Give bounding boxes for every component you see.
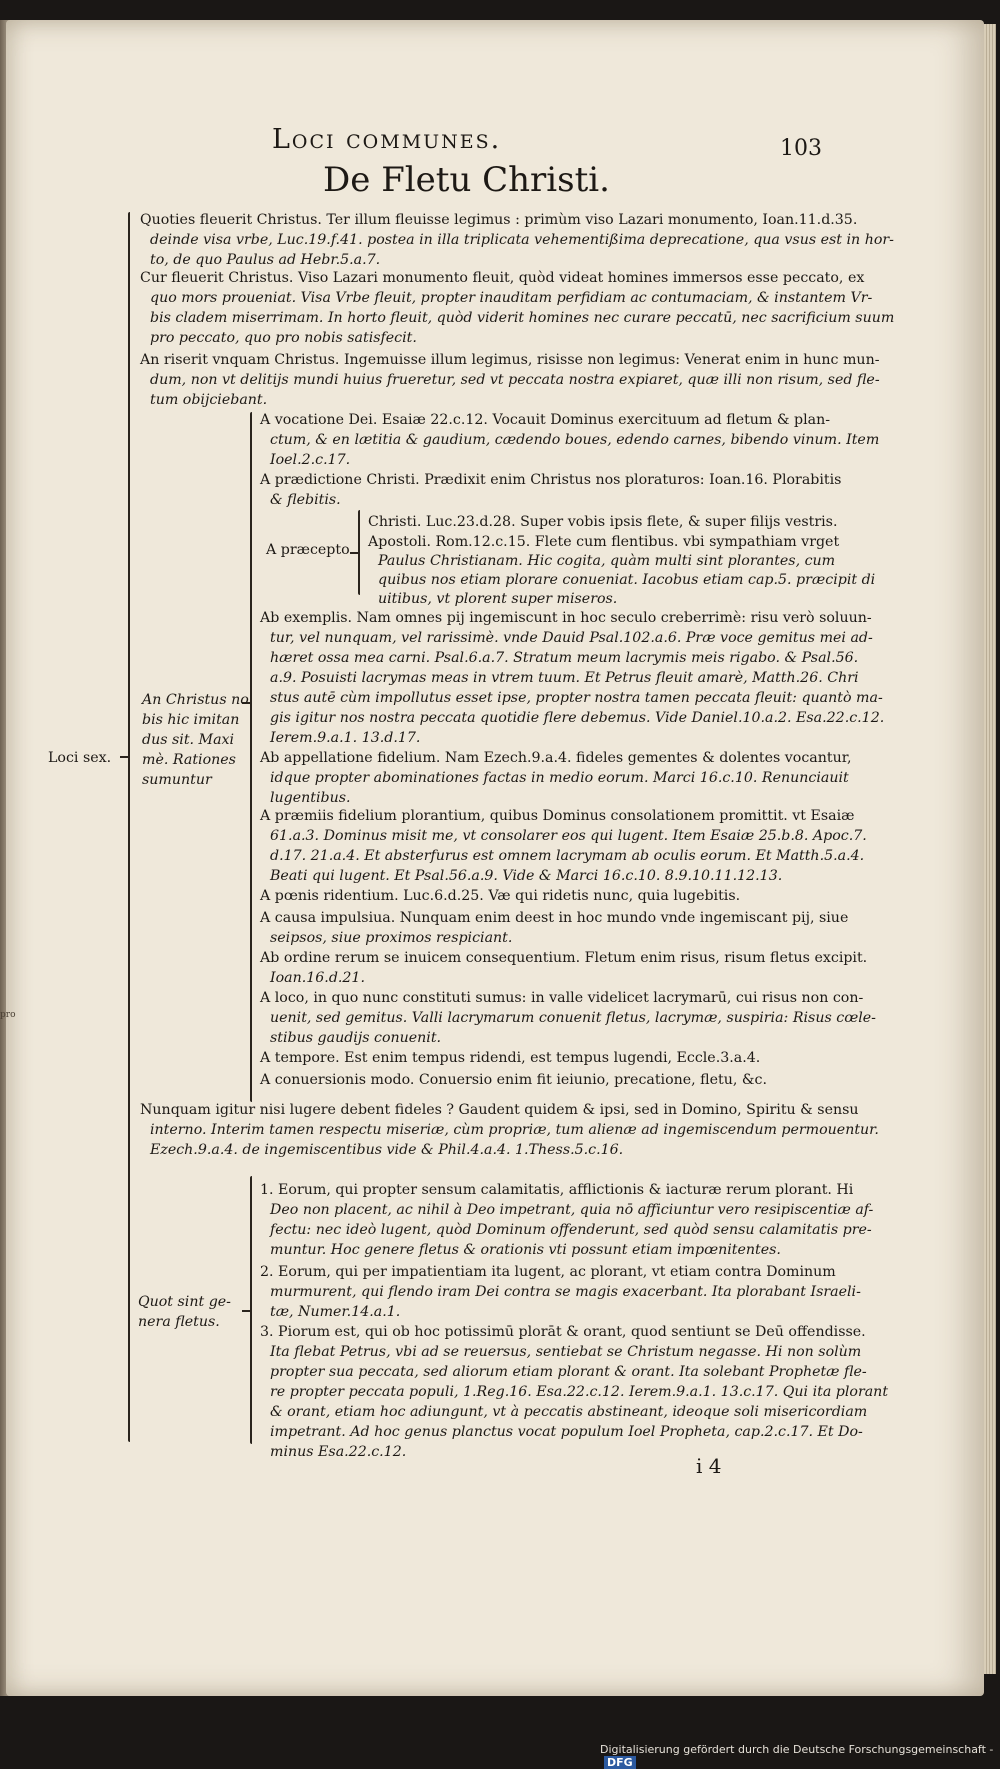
text-line: bis cladem miserrimam. In horto fleuit, quòd viderit homines nec curare peccatū, nec sacrificium suum [150, 310, 895, 326]
text-line: 61.a.3. Dominus misit me, vt consolarer eos qui lugent. Item Esaiæ 25.b.8. Apoc.7. [270, 828, 867, 844]
text-line: Cur fleuerit Christus. Viso Lazari monumento fleuit, quòd videat homines immersos esse peccato, ex [140, 270, 865, 286]
label-line: nera fletus. [138, 1314, 220, 1330]
label-line: sumuntur [142, 772, 212, 788]
text-line: An riserit vnquam Christus. Ingemuisse illum legimus, risisse non legimus: Venerat enim in hunc mun- [140, 352, 880, 368]
page-number: 103 [780, 136, 822, 161]
text-line: uitibus, vt plorent super miseros. [378, 591, 618, 607]
text-line: Apostoli. Rom.12.c.15. Flete cum flentibus. vbi sympathiam vrget [368, 534, 840, 550]
text-line: fectu: nec ideò lugent, quòd Dominum offenderunt, sed quòd sensu calamitatis pre- [270, 1222, 872, 1238]
label-line: An Christus no [142, 692, 249, 708]
text-line: impetrant. Ad hoc genus planctus vocat populum Ioel Propheta, cap.2.c.17. Et Do- [270, 1424, 863, 1440]
label-line: mè. Rationes [142, 752, 236, 768]
text-line: re propter peccata populi, 1.Reg.16. Esa.22.c.12. Ierem.9.a.1. 13.c.17. Qui ita plorant [270, 1384, 889, 1400]
text-line: A præmiis fidelium plorantium, quibus Dominus consolationem promittit. vt Esaiæ [260, 808, 855, 824]
page-edges [984, 24, 996, 1674]
precept-brace-point [350, 552, 358, 554]
text-line: hæret ossa mea carni. Psal.6.a.7. Stratum meum lacrymis meis rigabo. & Psal.56. [270, 650, 859, 666]
text-line: 2. Eorum, qui per impatientiam ita lugent, ac plorant, vt etiam contra Dominum [260, 1264, 836, 1280]
text-line: lugentibus. [270, 790, 351, 806]
precept-label: A præcepto [266, 542, 350, 558]
text-line: quibus nos etiam plorare conueniat. Iacobus etiam cap.5. præcipit di [378, 572, 876, 588]
margin-label-loci-sex: Loci sex. [48, 750, 112, 766]
text-line: Nunquam igitur nisi lugere debent fideles ? Gaudent quidem & ipsi, sed in Domino, Spiritu & sensu [140, 1102, 859, 1118]
text-line: tur, vel nunquam, vel rarissimè. vnde Dauid Psal.102.a.6. Præ voce gemitus mei ad- [270, 630, 873, 646]
catchword-signature: i 4 [696, 1454, 722, 1478]
reasons-brace [250, 412, 252, 1102]
text-line: 1. Eorum, qui propter sensum calamitatis, afflictionis & iacturæ rerum plorant. Hi [260, 1182, 854, 1198]
text-line: ctum, & en lætitia & gaudium, cædendo boues, edendo carnes, bibendo vinum. Item [270, 432, 880, 448]
text-line: Ioel.2.c.17. [270, 452, 351, 468]
text-line: Ita flebat Petrus, vbi ad se reuersus, sentiebat se Christum negasse. Hi non solùm [270, 1344, 862, 1360]
text-line: Ab ordine rerum se inuicem consequentium. Fletum enim risus, risum fletus excipit. [260, 950, 868, 966]
text-line: idque propter abominationes factas in medio eorum. Marci 16.c.10. Renunciauit [270, 770, 849, 786]
text-line: to, de quo Paulus ad Hebr.5.a.7. [150, 252, 381, 268]
text-line: A conuersionis modo. Conuersio enim fit ieiunio, precatione, fletu, &c. [260, 1072, 767, 1088]
text-line: muntur. Hoc genere fletus & orationis vti possunt etiam impœnitentes. [270, 1242, 781, 1258]
text-line: murmurent, qui flendo iram Dei contra se magis exacerbant. Ita plorabant Israeli- [270, 1284, 861, 1300]
text-line: Ab exemplis. Nam omnes pij ingemiscunt in hoc seculo creberrimè: risu verò soluun- [260, 610, 872, 626]
running-head: Loci communes. [272, 124, 502, 155]
text-line: & flebitis. [270, 492, 341, 508]
genera-brace-point [242, 1310, 250, 1312]
text-line: A vocatione Dei. Esaiæ 22.c.12. Vocauit Dominus exercituum ad fletum & plan- [260, 412, 831, 428]
text-line: Ab appellatione fidelium. Nam Ezech.9.a.4. fideles gementes & dolentes vocantur, [260, 750, 852, 766]
text-line: Deo non placent, ac nihil à Deo impetrant, quia nō afficiuntur vero resipiscentiæ af- [270, 1202, 874, 1218]
text-line: & orant, etiam hoc adiungunt, vt à peccatis abstineant, ideoque soli misericordiam [270, 1404, 868, 1420]
text-line: Beati qui lugent. Et Psal.56.a.9. Vide & Marci 16.c.10. 8.9.10.11.12.13. [270, 868, 783, 884]
label-line: Quot sint ge- [138, 1294, 231, 1310]
label-line: bis hic imitan [142, 712, 240, 728]
text-line: dum, non vt delitijs mundi huius frueretur, sed vt peccata nostra expiaret, quæ illi non risum, sed fle- [150, 372, 880, 388]
text-line: uenit, sed gemitus. Valli lacrymarum conuenit fletus, lacrymæ, suspiria: Risus cœle- [270, 1010, 876, 1026]
text-line: minus Esa.22.c.12. [270, 1444, 407, 1460]
text-line: stus autē cùm impollutus esset ipse, propter nostra tamen peccata fleuit: quantò ma- [270, 690, 883, 706]
dfg-logo: DFG [604, 1756, 636, 1769]
label-line: dus sit. Maxi [142, 732, 235, 748]
text-line: A tempore. Est enim tempus ridendi, est tempus lugendi, Eccle.3.a.4. [260, 1050, 761, 1066]
text-line: tum obijciebant. [150, 392, 268, 408]
text-line: interno. Interim tamen respectu miseriæ, cùm propriæ, tum alienæ ad ingemiscendum permouentur. [150, 1122, 879, 1138]
text-line: Quoties fleuerit Christus. Ter illum fleuisse legimus : primùm viso Lazari monumento, Ioan.11.d.35. [140, 212, 858, 228]
text-line: A loco, in quo nunc constituti sumus: in valle videlicet lacrymarū, cui risus non con- [260, 990, 864, 1006]
text-line: A prædictione Christi. Prædixit enim Christus nos ploraturos: Ioan.16. Plorabitis [260, 472, 842, 488]
text-line: tæ, Numer.14.a.1. [270, 1304, 401, 1320]
text-line: A pœnis ridentium. Luc.6.d.25. Væ qui ridetis nunc, quia lugebitis. [260, 888, 741, 904]
text-line: 3. Piorum est, qui ob hoc potissimū plorāt & orant, quod sentiunt se Deū offendisse. [260, 1324, 866, 1340]
footer-text: Digitalisierung gefördert durch die Deutsche Forschungsgemeinschaft - [600, 1743, 994, 1756]
margin-fragment: pro [0, 1010, 16, 1020]
text-line: seipsos, siue proximos respiciant. [270, 930, 513, 946]
digitization-footer [600, 1743, 1000, 1769]
text-line: A causa impulsiua. Nunquam enim deest in hoc mundo vnde ingemiscant pij, siue [260, 910, 849, 926]
text-line: quo mors proueniat. Visa Vrbe fleuit, propter inauditam perfidiam ac contumaciam, & instantem Vr- [150, 290, 873, 306]
text-line: d.17. 21.a.4. Et absterfurus est omnem lacrymam ab oculis eorum. Et Matth.5.a.4. [270, 848, 865, 864]
text-line: Ioan.16.d.21. [270, 970, 365, 986]
text-line: deinde visa vrbe, Luc.19.f.41. postea in illa triplicata vehementißima deprecatione, qua vsus est in hor- [150, 232, 894, 248]
text-line: Ezech.9.a.4. de ingemiscentibus vide & Phil.4.a.4. 1.Thess.5.c.16. [150, 1142, 624, 1158]
text-line: stibus gaudijs conuenit. [270, 1030, 442, 1046]
text-line: gis igitur nos nostra peccata quotidie flere debemus. Vide Daniel.10.a.2. Esa.22.c.12. [270, 710, 885, 726]
text-line: a.9. Posuisti lacrymas meas in vtrem tuum. Et Petrus fleuit amarè, Matth.26. Chri [270, 670, 859, 686]
text-line: Christi. Luc.23.d.28. Super vobis ipsis flete, & super filijs vestris. [368, 514, 838, 530]
main-brace [128, 212, 130, 1442]
page-title: De Fletu Christi. [323, 160, 610, 200]
main-brace-point [120, 756, 128, 758]
text-line: pro peccato, quo pro nobis satisfecit. [150, 330, 417, 346]
text-line: Paulus Christianam. Hic cogita, quàm multi sint plorantes, cum [378, 553, 836, 569]
text-line: propter sua peccata, sed aliorum etiam plorant & orant. Ita solebant Prophetæ fle- [270, 1364, 867, 1380]
text-line: Ierem.9.a.1. 13.d.17. [270, 730, 421, 746]
genera-brace [250, 1176, 252, 1444]
precept-brace [358, 510, 360, 595]
